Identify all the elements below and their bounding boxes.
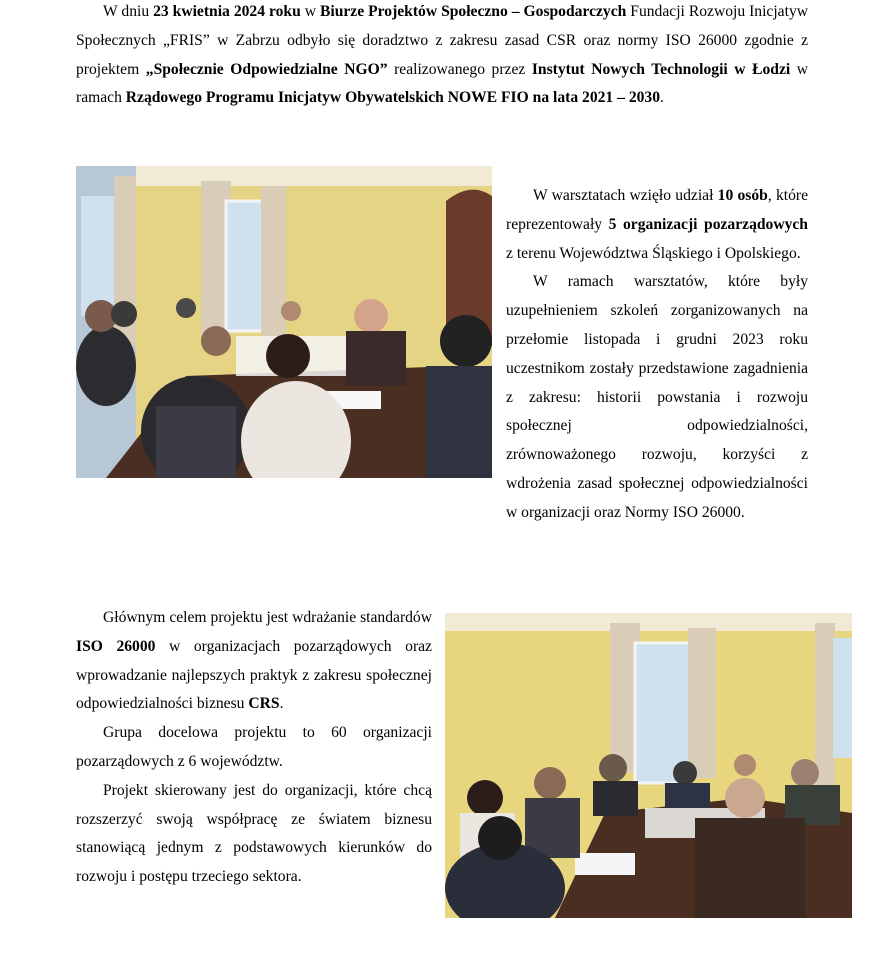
goal-paragraphs — [76, 604, 432, 892]
goal-target-group-text: Grupa docelowa projektu to 60 organizacji pozarządowych z 6 województw. — [76, 724, 432, 770]
workshop-photo-2 — [445, 613, 852, 918]
workshop-participants-text: W warsztatach wzięło udział 10 osób, które reprezentowały 5 organizacji pozarządowych z terenu Województwa Śląskiego i Opolskiego. — [506, 187, 809, 262]
intro-text: W dniu 23 kwietnia 2024 roku w Biurze Projektów Społeczno – Gospodarczych Fundacji Rozwoju Inicjatyw Społecznych „FRIS” w Zabrzu odbyło się doradztwo z zakresu zasad CSR oraz normy ISO 26000 zgodnie z projektem „Społecznie Odpowiedzialne NGO” realizowanego przez Instytut Nowych Technologii w Łodzi w ramach Rządowego Programu Inicjatyw Obywatelskich NOWE FIO na lata 2021 – 2030. — [76, 3, 808, 107]
workshop-photo-1 — [76, 166, 492, 478]
goal-audience-text: Projekt skierowany jest do organizacji, które chcą rozszerzyć swoją współpracę ze światem biznesu stanowiącą jednym z podstawowych kierunków do rozwoju i postępu trzeciego sektora. — [76, 781, 432, 886]
workshop-topics-text: W ramach warsztatów, które były uzupełnieniem szkoleń zorganizowanych na przełomie listopada i grudni 2023 roku uczestnikom zostały przedstawione zagadnienia z zakresu: historii powstania i rozwoju społecznej odpowiedzialności, zrównoważonego rozwoju, korzyści z wdrożenia zasad społecznej odpowiedzialności w organizacji oraz Normy ISO 26000. — [506, 273, 808, 521]
goal-main-text: Głównym celem projektu jest wdrażanie standardów ISO 26000 w organizacjach pozarządowych oraz wprowadzanie najlepszych praktyk z zakresu społecznej odpowiedzialności biznesu CRS. — [76, 609, 432, 713]
intro-paragraph — [76, 0, 808, 113]
workshop-paragraphs — [506, 182, 808, 528]
